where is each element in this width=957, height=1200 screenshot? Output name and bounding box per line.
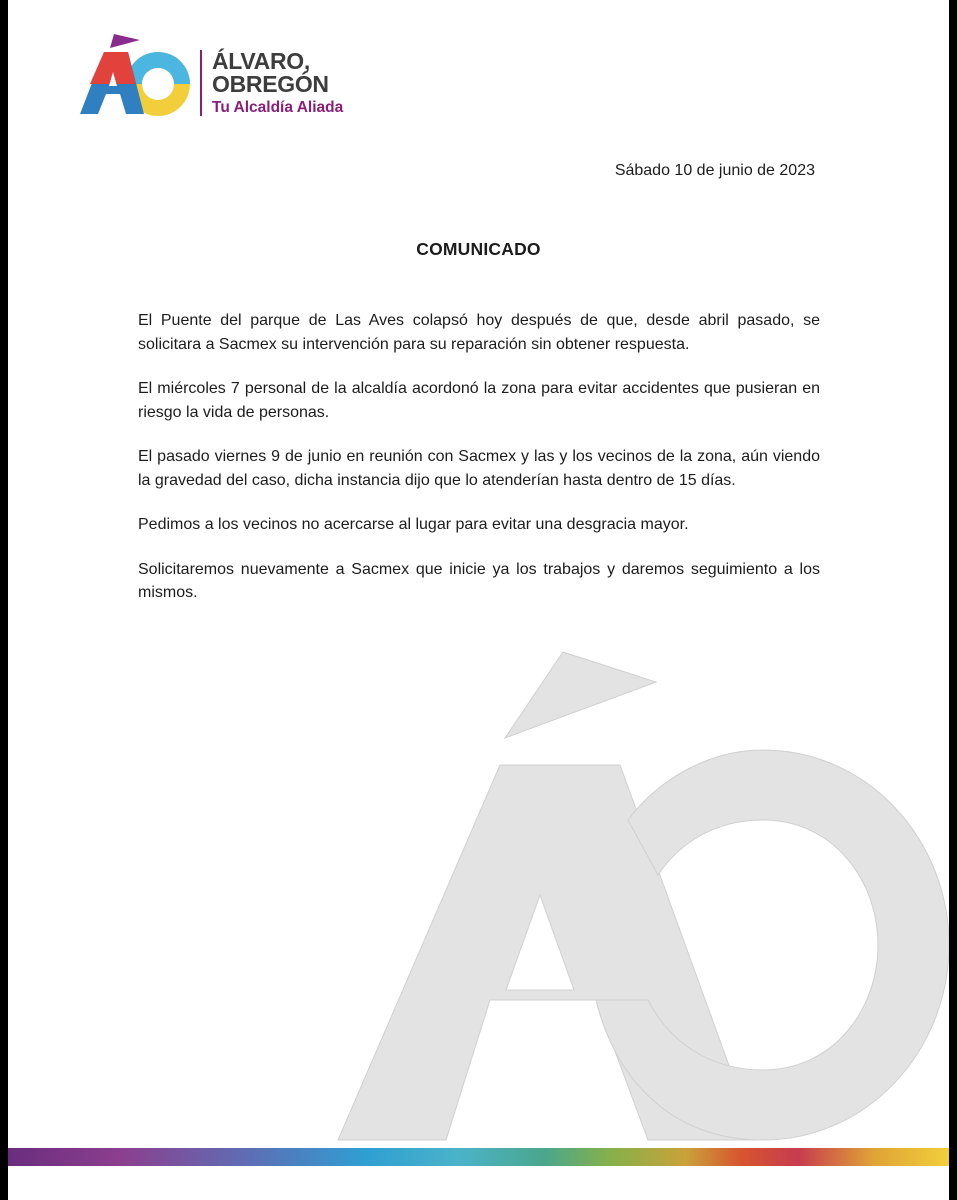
document-date: Sábado 10 de junio de 2023: [614, 162, 815, 179]
alcaldia-logo: [76, 28, 376, 120]
paragraph-1: El Puente del parque de Las Aves colapsó hoy después de que, desde abril pasado, se solicitara a Sacmex su intervención para su reparación sin obtener respuesta.: [138, 312, 820, 353]
logo-name-line2: OBREGÓN: [212, 71, 329, 97]
ao-logo-icon: [76, 28, 196, 120]
paragraph-4: Pedimos a los vecinos no acercarse al lugar para evitar una desgracia mayor.: [138, 516, 689, 533]
paragraph-5: Solicitaremos nuevamente a Sacmex que inicie ya los trabajos y daremos seguimiento a los mismos.: [138, 560, 820, 601]
logo-tagline: Tu Alcaldía Aliada: [212, 99, 344, 116]
document-title: COMUNICADO: [416, 239, 541, 259]
document-body: [138, 309, 820, 626]
logo-name-line1: ÁLVARO,: [212, 48, 310, 74]
logo-text: [212, 50, 343, 116]
logo-divider: [200, 50, 202, 116]
document-page: [8, 0, 949, 1200]
footer-color-bar: [8, 1148, 949, 1166]
paragraph-3: El pasado viernes 9 de junio en reunión con Sacmex y las y los vecinos de la zona, aún viendo la gravedad del caso, dicha instancia dijo que lo atenderían hasta dentro de 15 días.: [138, 448, 820, 489]
watermark-accent: [505, 652, 656, 738]
paragraph-2: El miércoles 7 personal de la alcaldía acordonó la zona para evitar accidentes que pusieran en riesgo la vida de personas.: [138, 380, 820, 421]
